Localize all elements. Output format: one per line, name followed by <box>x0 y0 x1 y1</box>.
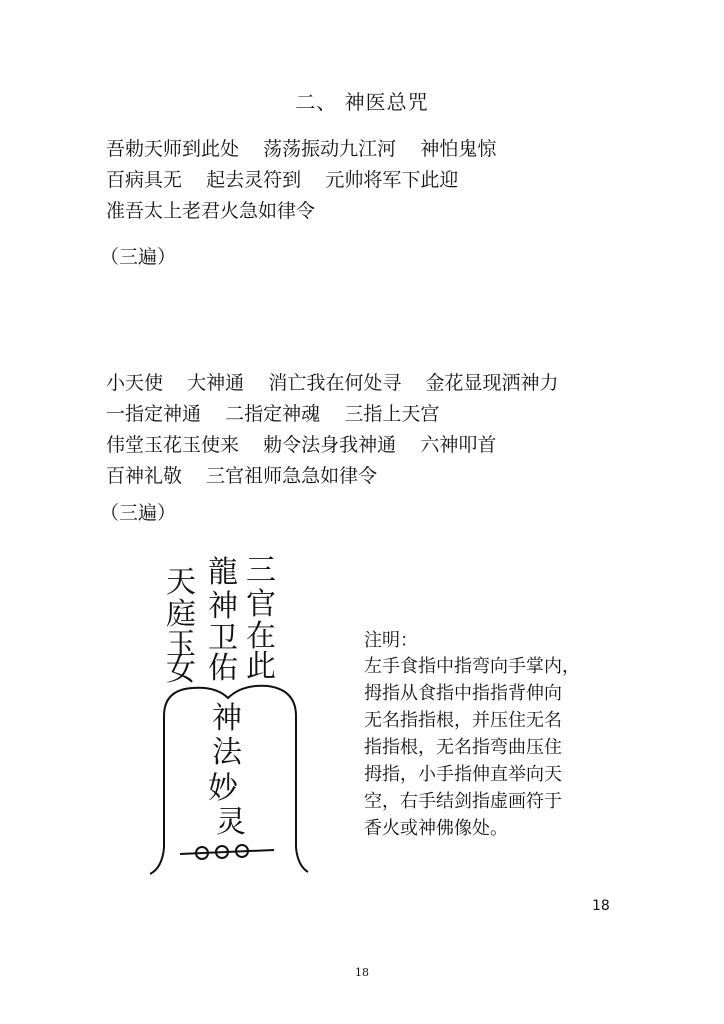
talisman-char: 卫 <box>208 621 238 656</box>
repeat-note-1: （三遍） <box>100 246 177 268</box>
talisman-body-char: 妙 <box>208 771 238 806</box>
note-line: 拇指从食指中指指背伸向 <box>364 683 562 704</box>
incantation-2 <box>106 368 558 492</box>
talisman-body-char: 神 <box>212 701 242 736</box>
page-number-bottom: 18 <box>355 966 369 979</box>
talisman-char: 此 <box>246 649 276 684</box>
note-line: 无名指指根，并压住无名 <box>364 710 562 731</box>
talisman-char: 在 <box>246 619 276 654</box>
incantation-2-line: 百神礼敬 三官祖师急急如律令 <box>106 465 378 487</box>
incantation-2-line: 小天使 大神通 消亡我在何处寻 金花显现洒神力 <box>106 372 559 394</box>
note-line: 香火或神佛像处。 <box>364 818 508 839</box>
talisman-body-char: 法 <box>212 735 242 770</box>
note-line: 拇指，小手指伸直举向天 <box>364 764 562 785</box>
note-line: 空，右手结剑指虚画符于 <box>364 791 562 812</box>
section-title: 二、 神医总咒 <box>295 90 429 114</box>
incantation-1-line: 准吾太上老君火急如律令 <box>106 200 316 222</box>
talisman-char: 官 <box>246 587 276 622</box>
incantation-1-line: 吾勅天师到此处 荡荡振动九江河 神怕鬼惊 <box>106 138 497 160</box>
talisman-char: 三 <box>246 553 276 588</box>
talisman-char: 女 <box>166 653 196 688</box>
note-text <box>364 653 626 842</box>
incantation-1-line: 百病具无 起去灵符到 元帅将军下此迎 <box>106 169 459 191</box>
talisman-char: 神 <box>208 589 238 624</box>
talisman-char: 玉 <box>166 627 196 662</box>
incantation-2-line: 伟堂玉花玉使来 勅令法身我神通 六神叩首 <box>106 434 497 456</box>
talisman-char: 天 <box>166 565 196 600</box>
talisman-foot-left <box>150 848 164 874</box>
incantation-2-line: 一指定神通 二指定神魂 三指上天宫 <box>106 403 440 425</box>
talisman-char: 佑 <box>208 651 238 686</box>
talisman-body-char: 灵 <box>216 805 246 840</box>
repeat-note-2: （三遍） <box>100 502 177 524</box>
talisman-foot-right <box>296 848 308 872</box>
note-line: 左手食指中指弯向手掌内， <box>364 656 580 677</box>
note-label: 注明： <box>364 630 418 651</box>
talisman-drawing <box>150 548 310 878</box>
incantation-1 <box>106 134 496 227</box>
talisman-char: 龍 <box>208 555 238 590</box>
talisman-char: 庭 <box>166 597 196 632</box>
note-line: 指指根，无名指弯曲压住 <box>364 737 562 758</box>
page-number-right: 18 <box>592 898 610 914</box>
